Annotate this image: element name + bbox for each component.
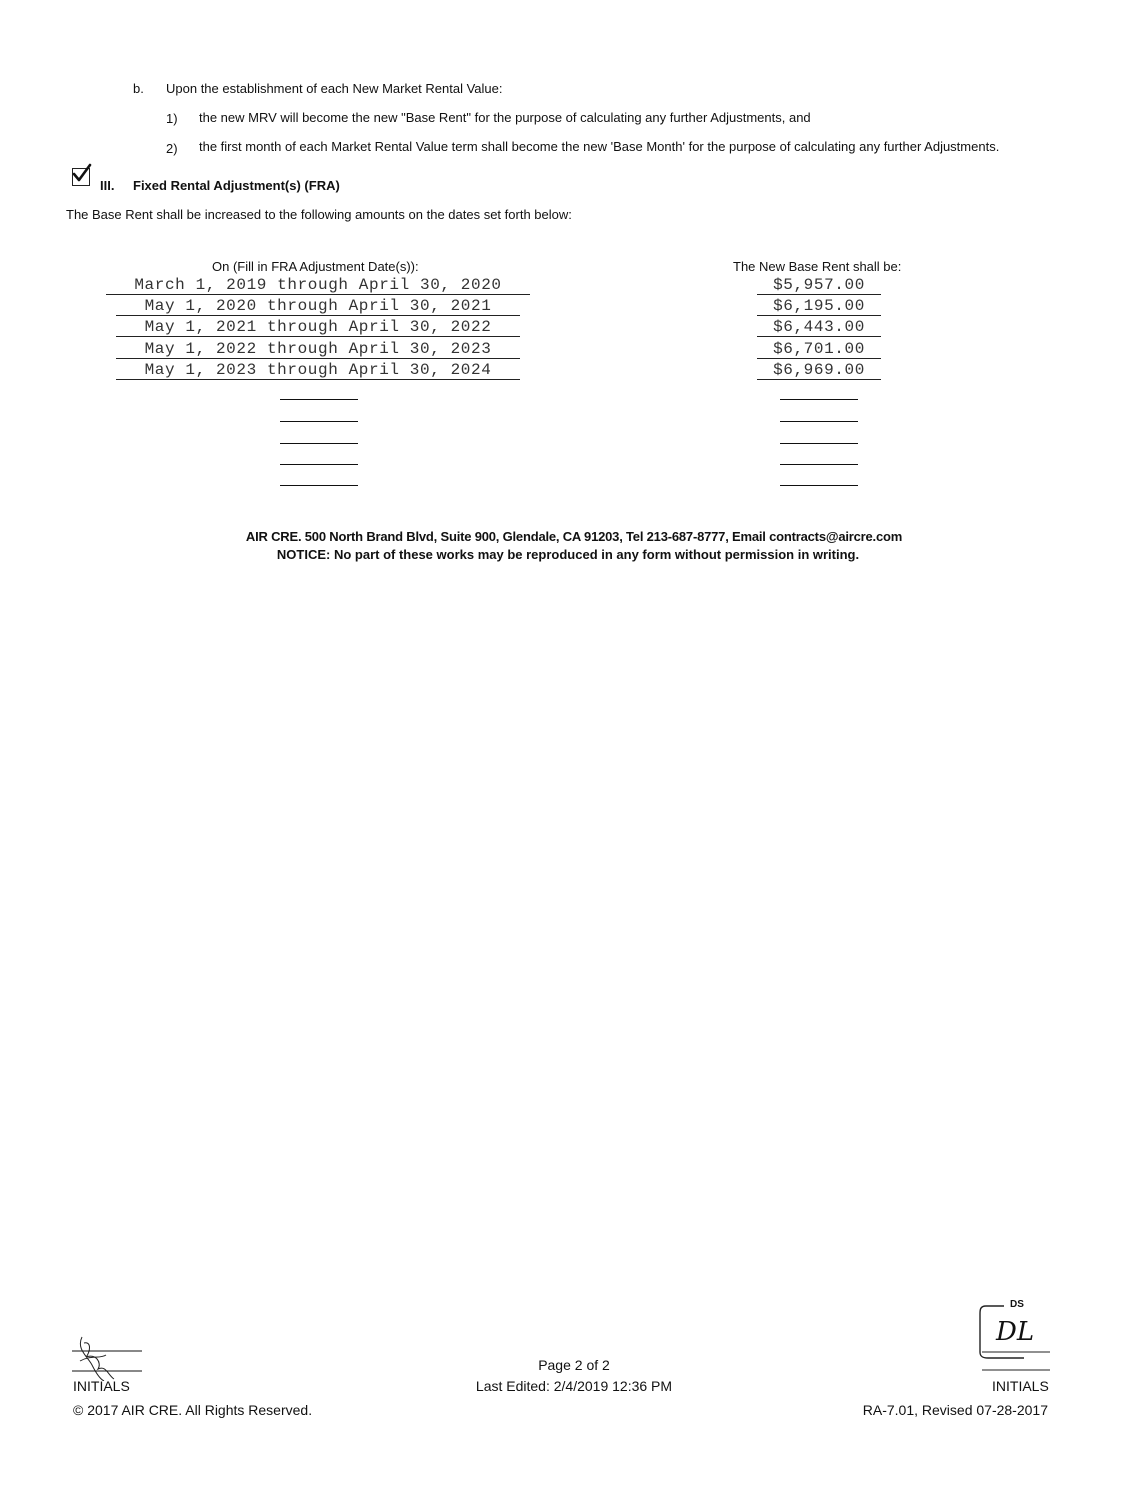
fra-rent-field[interactable]: $6,443.00 bbox=[757, 318, 881, 337]
air-cre-contact-line: AIR CRE. 500 North Brand Blvd, Suite 900, Glendale, CA 91203, Tel 213-687-8777, Email contracts@aircre.com bbox=[245, 529, 903, 544]
copyright: © 2017 AIR CRE. All Rights Reserved. bbox=[73, 1402, 313, 1418]
form-id: RA-7.01, Revised 07-28-2017 bbox=[862, 1402, 1048, 1418]
fra-date-field[interactable]: May 1, 2020 through April 30, 2021 bbox=[116, 297, 520, 316]
fra-rent-field[interactable]: $6,969.00 bbox=[757, 361, 881, 380]
blank-rent-field[interactable] bbox=[780, 421, 858, 422]
section-numeral: III. bbox=[100, 178, 115, 193]
blank-date-field[interactable] bbox=[280, 421, 358, 422]
blank-rent-field[interactable] bbox=[780, 485, 858, 486]
section-b-label: b. bbox=[133, 81, 144, 96]
left-initials-signature bbox=[70, 1335, 142, 1381]
section-intro: The Base Rent shall be increased to the following amounts on the dates set forth below: bbox=[66, 207, 572, 222]
blank-date-field[interactable] bbox=[280, 399, 358, 400]
fra-rent-field[interactable]: $5,957.00 bbox=[757, 276, 881, 295]
fra-date-field[interactable]: May 1, 2022 through April 30, 2023 bbox=[116, 340, 520, 359]
fra-checkbox[interactable] bbox=[72, 168, 90, 186]
section-title: Fixed Rental Adjustment(s) (FRA) bbox=[133, 178, 340, 193]
page-number: Page 2 of 2 bbox=[538, 1357, 610, 1373]
list-item-text: the first month of each Market Rental Value term shall become the new 'Base Month' for the purpose of calculating any further Adjustments. bbox=[199, 139, 1000, 154]
left-initials-label: INITIALS bbox=[73, 1378, 130, 1394]
rent-column-header: The New Base Rent shall be: bbox=[733, 259, 902, 274]
docusign-initials-box bbox=[978, 1300, 1050, 1372]
blank-rent-field[interactable] bbox=[780, 464, 858, 465]
fra-date-field[interactable]: May 1, 2023 through April 30, 2024 bbox=[116, 361, 520, 380]
section-b-text: Upon the establishment of each New Market Rental Value: bbox=[166, 81, 503, 96]
blank-date-field[interactable] bbox=[280, 443, 358, 444]
list-item-text: the new MRV will become the new "Base Rent" for the purpose of calculating any further Adjustments, and bbox=[199, 110, 811, 125]
blank-date-field[interactable] bbox=[280, 464, 358, 465]
notice-line: NOTICE: No part of these works may be reproduced in any form without permission in writing. bbox=[276, 547, 860, 562]
blank-rent-field[interactable] bbox=[780, 443, 858, 444]
fra-rent-field[interactable]: $6,195.00 bbox=[757, 297, 881, 316]
ds-tag: DS bbox=[1010, 1299, 1024, 1310]
right-initials-label: INITIALS bbox=[992, 1378, 1049, 1394]
checkmark-icon bbox=[71, 163, 93, 185]
list-item-number: 2) bbox=[166, 141, 178, 156]
blank-rent-field[interactable] bbox=[780, 399, 858, 400]
last-edited: Last Edited: 2/4/2019 12:36 PM bbox=[475, 1378, 673, 1394]
fra-date-field[interactable]: May 1, 2021 through April 30, 2022 bbox=[116, 318, 520, 337]
blank-date-field[interactable] bbox=[280, 485, 358, 486]
dates-column-header: On (Fill in FRA Adjustment Date(s)): bbox=[212, 259, 419, 274]
list-item-number: 1) bbox=[166, 111, 178, 126]
fra-rent-field[interactable]: $6,701.00 bbox=[757, 340, 881, 359]
initials-signature-text: DL bbox=[996, 1317, 1035, 1347]
fra-date-field[interactable]: March 1, 2019 through April 30, 2020 bbox=[106, 276, 530, 295]
